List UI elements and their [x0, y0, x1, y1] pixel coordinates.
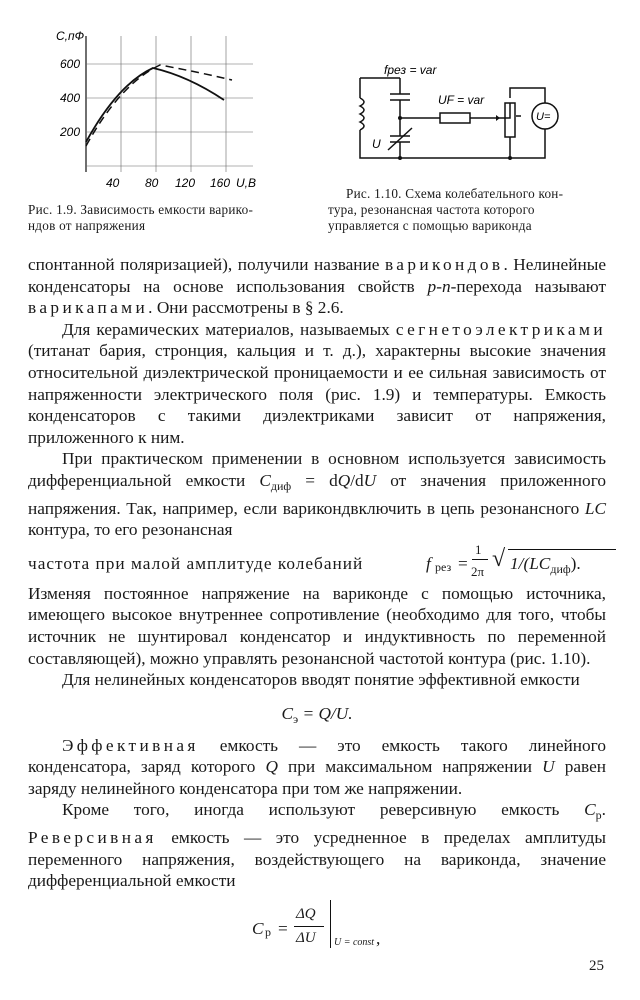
- page-number: 25: [589, 958, 604, 974]
- paragraph-7: Кроме того, иногда используют реверсивную емкость $C_р$. Реверсивная емкость — это усредненное в пределах амплитуды переменного напряжения, воздействующего на варикондa, значение дифференциальной емкости: [28, 800, 606, 891]
- paragraph-5: Для нелинейных конденсаторов вводят понятие эффективной емкости: [62, 670, 580, 690]
- equation-effective: $C_э = Q/U$.: [281, 703, 353, 726]
- label-u: U: [372, 137, 381, 151]
- caption-line: Рис. 1.9. Зависимость емкости варико-: [28, 202, 254, 217]
- y-tick-200: 200: [60, 125, 81, 139]
- y-tick-600: 600: [60, 57, 81, 71]
- figure-1-10-caption: [328, 186, 596, 234]
- x-tick-80: 80: [145, 176, 159, 190]
- equation-reverse: C р = ΔQ ΔU U = const ,: [28, 892, 606, 962]
- x-tick-40: 40: [106, 176, 120, 190]
- caption-line: управляется с помощью вариконда: [328, 218, 532, 233]
- paragraph-1: спонтанной поляризацией), получили название варикондов. Нелинейные конденсаторы на основе использования свойств p-n-перехода называют варикапами. Они рассмотрены в § 2.6.: [28, 255, 607, 318]
- resonance-formula-line: частота при малой амплитуде колебаний f рез = 1 2π √ $1/(LC_{диф})$.: [28, 541, 606, 583]
- paragraph-2: Для керамических материалов, называемых сегнетоэлектриками (титанат бария, стронция, кальция и т. д.), характерны высокие значения относительной диэлектрической проницаемости и ее сильная зависимость от напряженности электрического поля (рис. 1.9) и температуры. Емкость конденсаторов с такими диэлектриками зависит от напряжения, приложенного к ним.: [28, 319, 606, 447]
- dashed-curve: [86, 65, 232, 146]
- y-tick-400: 400: [60, 91, 81, 105]
- label-meter: U=: [536, 111, 551, 123]
- main-text: [28, 254, 606, 962]
- x-tick-120: 120: [175, 176, 196, 190]
- label-fres: fрез = var: [384, 63, 437, 77]
- paragraph-3: При практическом применении в основном используется зависимость дифференциальной емкости $C_{диф} = dQ/dU$ от значения приложенного напряжения. Так, например, если варикондвключить в цепь резонансного LC контура, то его резонансная: [28, 449, 606, 540]
- label-uf: UF = var: [438, 93, 485, 107]
- x-tick-160: 160: [210, 176, 231, 190]
- figure-1-10-circuit: [340, 58, 590, 178]
- figure-1-9-chart: [28, 22, 268, 192]
- x-axis-label: U,B: [236, 176, 257, 190]
- caption-line: ндов от напряжения: [28, 218, 146, 233]
- solid-curve: [86, 68, 224, 142]
- paragraph-4: Изменяя постоянное напряжение на варикондe с помощью источника, имеющего высокое внутреннее сопротивление (необходимо для того, чтобы источник не шунтировал конденсатор и индуктивность по переменной составляющей), можно управлять резонансной частотой контура (рис. 1.10).: [28, 583, 606, 668]
- caption-line: Рис. 1.10. Схема колебательного кон-: [346, 186, 564, 201]
- paragraph-6: Эффективная емкость — это емкость такого линейного конденсатора, заряд которого Q при максимальном напряжении U равен заряду нелинейного конденсатора при том же напряжении.: [28, 735, 606, 798]
- y-axis-label: C,пФ: [56, 29, 85, 43]
- figure-1-9-caption: [28, 202, 314, 234]
- caption-line: тура, резонансная частота которого: [328, 202, 535, 217]
